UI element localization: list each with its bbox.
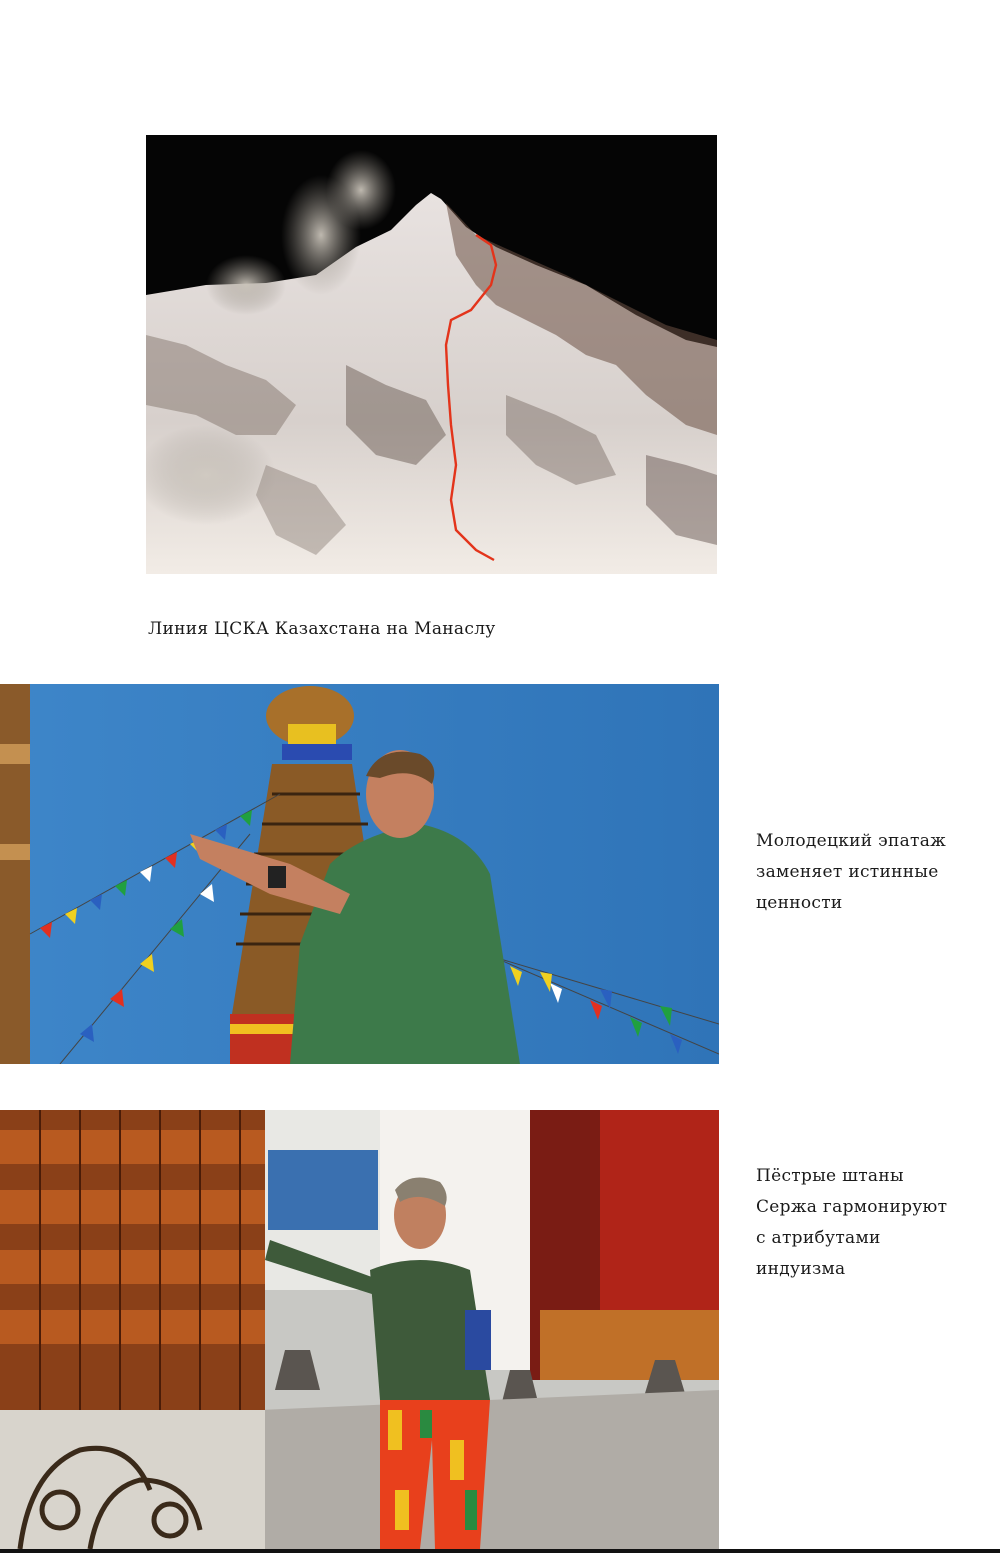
stupa-caption-line-3: ценности (756, 893, 843, 913)
prayer-wheels-caption (756, 1161, 947, 1285)
prayer-wheels-caption-line-4: индуизма (756, 1259, 846, 1279)
manaslu-caption-text: Линия ЦСКА Казахстана на Манаслу (148, 619, 496, 639)
prayer-wheels-photo (0, 1110, 719, 1549)
stupa-caption-line-2: заменяет истинные (756, 862, 939, 882)
stupa-caption-line-1: Молодецкий эпатаж (756, 831, 947, 851)
stupa-caption (756, 826, 946, 919)
prayer-wheels-caption-line-3: с атрибутами (756, 1228, 881, 1248)
stupa-prayer-flags-photo (0, 684, 719, 1064)
prayer-wheels-caption-line-1: Пёстрые штаны (756, 1166, 904, 1186)
bottom-rule (0, 1549, 1000, 1553)
manaslu-caption (148, 614, 496, 645)
prayer-wheels-caption-line-2: Сержа гармонируют (756, 1197, 948, 1217)
mountain-photo (146, 135, 717, 574)
